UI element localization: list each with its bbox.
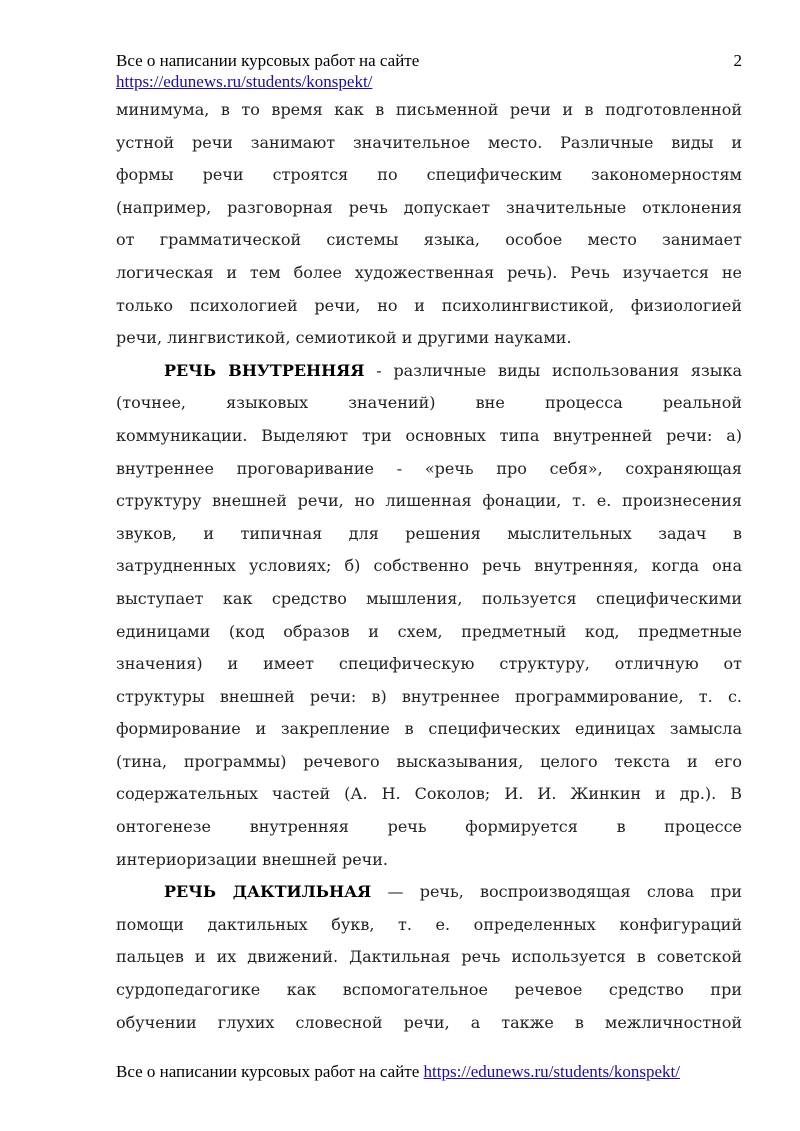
- term-definition-start: — речь, воспроизводящая слова при: [371, 882, 742, 902]
- text-line: помощи дактильных букв, т. е. определенных конфигураций: [116, 914, 742, 934]
- text-line: пальцев и их движений. Дактильная речь используется в советской: [116, 947, 742, 967]
- footer-text: Все о написании курсовых работ на сайте: [116, 1062, 424, 1081]
- header-link[interactable]: https://edunews.ru/students/konspekt/: [116, 72, 373, 91]
- text-line: структуры внешней речи: в) внутреннее программирование, т. с.: [116, 686, 742, 706]
- text-line: сурдопедагогике как вспомогательное речевое средство при: [116, 980, 742, 1000]
- text-line: содержательных частей (А. Н. Соколов; И. И. Жинкин и др.). В: [116, 784, 742, 804]
- text-line: онтогенезе внутренняя речь формируется в процессе: [116, 817, 742, 837]
- term-line: [116, 355, 742, 388]
- text-line: формирование и закрепление в специфических единицах замысла: [116, 719, 742, 739]
- text-line: устной речи занимают значительное место. Различные виды и: [116, 132, 742, 152]
- term-rech-daktilnaya: РЕЧЬ ДАКТИЛЬНАЯ: [164, 882, 372, 902]
- text-line: формы речи строятся по специфическим закономерностям: [116, 165, 742, 185]
- text-line: интериоризации внешней речи.: [116, 849, 388, 869]
- text-line: затрудненных условиях; б) собственно речь внутренняя, когда она: [116, 556, 742, 576]
- text-line: выступает как средство мышления, пользуется специфическими: [116, 588, 742, 608]
- text-line: логическая и тем более художественная речь). Речь изучается не: [116, 262, 742, 282]
- term-definition-start: - различные виды использования языка: [364, 360, 742, 380]
- footer-link[interactable]: https://edunews.ru/students/konspekt/: [423, 1062, 680, 1081]
- header-title: Все о написании курсовых работ на сайте: [116, 51, 420, 70]
- text-line: (точнее, языковых значений) вне процесса реальной: [116, 393, 742, 413]
- page-header: [116, 50, 742, 92]
- text-line: звуков, и типичная для решения мыслительных задач в: [116, 523, 742, 543]
- text-line: значения) и имеет специфическую структуру, отличную от: [116, 654, 742, 674]
- term-rech-vnutrennyaya: РЕЧЬ ВНУТРЕННЯЯ: [164, 360, 365, 380]
- text-line: коммуникации. Выделяют три основных типа внутренней речи: а): [116, 425, 742, 445]
- text-line: внутреннее проговаривание - «речь про себя», сохраняющая: [116, 458, 742, 478]
- text-line: (тина, программы) речевого высказывания, целого текста и его: [116, 751, 742, 771]
- text-line: единицами (код образов и схем, предметный код, предметные: [116, 621, 742, 641]
- term-line: [116, 876, 742, 909]
- page-number: 2: [733, 51, 742, 70]
- page-footer: [116, 1061, 742, 1082]
- text-line: от грамматической системы языка, особое место занимает: [116, 230, 742, 250]
- text-line: структуру внешней речи, но лишенная фонации, т. е. произнесения: [116, 491, 742, 511]
- text-line: только психологией речи, но и психолингвистикой, физиологией: [116, 295, 742, 315]
- text-line: (например, разговорная речь допускает значительные отклонения: [116, 197, 742, 217]
- body-text: [116, 94, 742, 1039]
- text-line: речи, лингвистикой, семиотикой и другими науками.: [116, 328, 572, 348]
- text-line: минимума, в то время как в письменной речи и в подготовленной: [116, 100, 742, 119]
- text-line: обучении глухих словесной речи, а также в межличностной: [116, 1012, 742, 1032]
